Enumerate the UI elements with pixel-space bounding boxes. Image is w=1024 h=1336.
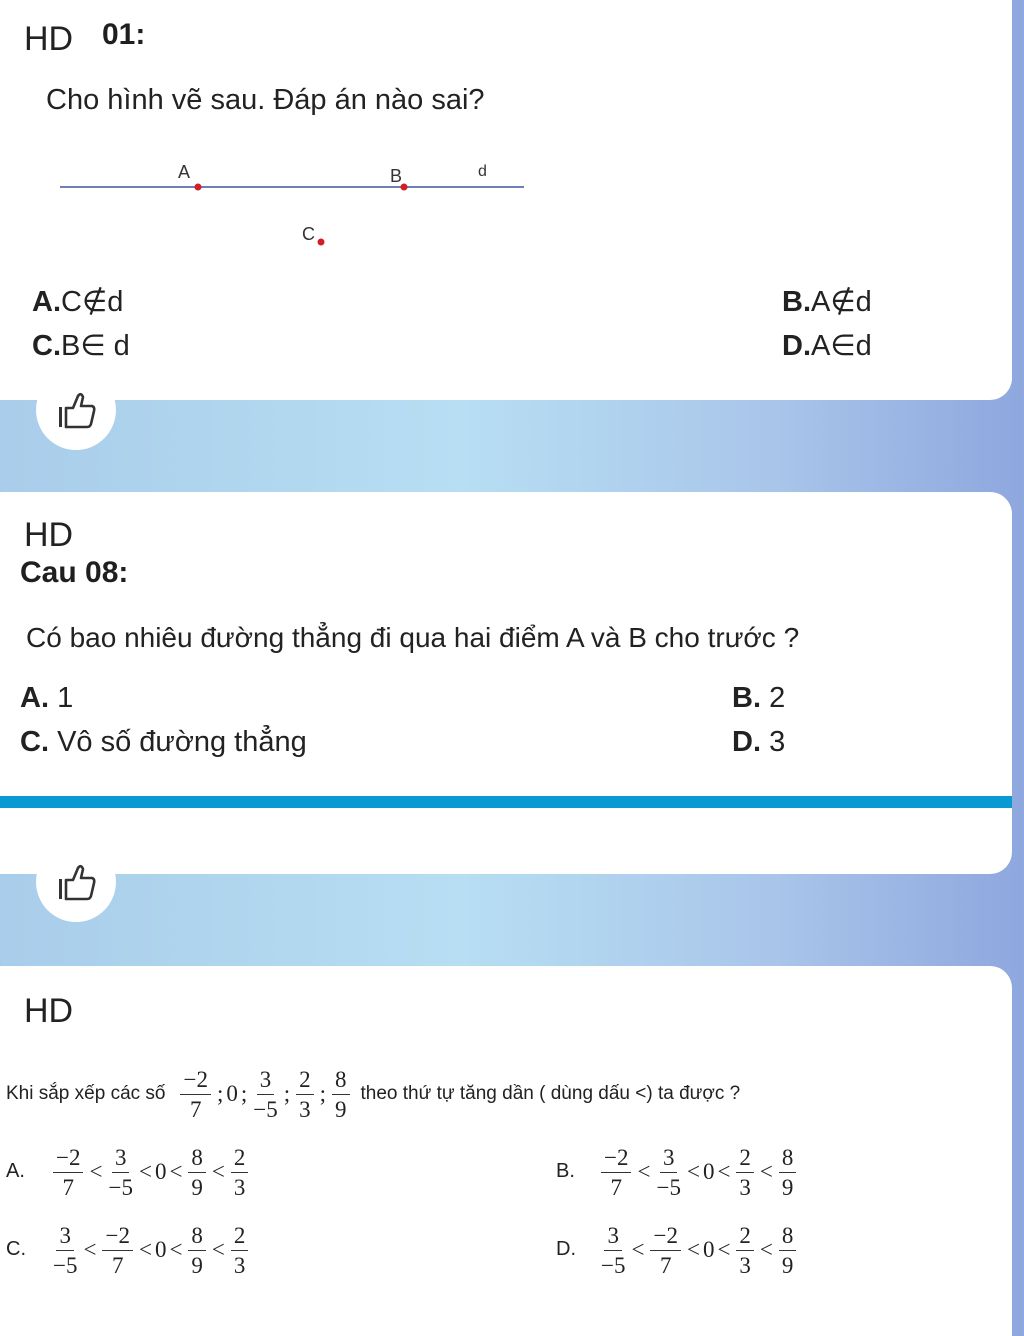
option-letter: C.: [20, 726, 49, 758]
hd-label: HD: [24, 992, 74, 1030]
section-divider: [0, 796, 1012, 808]
hd-label: HD: [24, 20, 74, 58]
option-letter: B.: [732, 682, 761, 714]
option-d[interactable]: [782, 328, 872, 363]
option-b[interactable]: [732, 682, 785, 715]
number: 0: [226, 1081, 238, 1106]
thumbs-up-icon: [53, 859, 99, 905]
fraction: $\frac{3}{-5}$: [253, 1066, 278, 1122]
option-text: 1: [57, 682, 74, 714]
question-text: Khi sắp xếp các số $\frac{-2}{7}$ ; 0 ; $\frac{3}{-5}$ ; $\frac{2}{3}$ ; $\frac{8}{9}$ theo thứ tự tăng dần ( dùng dấu <) ta được ?: [6, 1066, 741, 1122]
thumbs-up-icon: [53, 387, 99, 433]
option-text: Vô số đường thẳng: [57, 726, 307, 758]
option-text: 3: [769, 726, 786, 758]
option-letter: C.: [32, 330, 61, 362]
hd-label: HD: [24, 516, 74, 554]
option-c[interactable]: $\frac{3}{-5}$ < $\frac{-2}{7}$ < 0 < $\frac{8}{9}$ < $\frac{2}{3}$: [50, 1218, 251, 1282]
option-b[interactable]: $\frac{-2}{7}$ < $\frac{3}{-5}$ < 0 < $\frac{2}{3}$ < $\frac{8}{9}$: [598, 1140, 799, 1204]
option-text: B∈ d: [61, 330, 130, 362]
question-prefix: Khi sắp xếp các số: [6, 1083, 166, 1104]
fraction: $\frac{2}{3}$: [296, 1068, 314, 1121]
question-number: Cau 08:: [20, 556, 129, 589]
option-letter: D.: [732, 726, 761, 758]
line-d-label: d: [478, 163, 487, 180]
question-text: Cho hình vẽ sau. Đáp án nào sai?: [46, 84, 485, 116]
point-a-dot: [195, 184, 202, 191]
question-suffix: theo thứ tự tăng dần ( dùng dấu <) ta được ?: [360, 1083, 741, 1104]
option-a-letter: A.: [6, 1160, 25, 1182]
option-c-letter: C.: [6, 1238, 26, 1260]
option-b-letter: B.: [556, 1160, 575, 1182]
option-a[interactable]: $\frac{-2}{7}$ < $\frac{3}{-5}$ < 0 < $\frac{8}{9}$ < $\frac{2}{3}$: [50, 1140, 251, 1204]
point-c-label: C: [302, 224, 315, 244]
line-figure: [50, 150, 540, 260]
option-letter: A.: [20, 682, 49, 714]
option-letter: B.: [782, 286, 811, 318]
question-text: Có bao nhiêu đường thẳng đi qua hai điểm A và B cho trước ?: [26, 622, 800, 653]
option-text: A∉d: [811, 286, 872, 318]
option-letter: A.: [32, 286, 61, 318]
option-c[interactable]: [32, 328, 130, 363]
option-letter: D.: [782, 330, 811, 362]
point-c-dot: [318, 239, 325, 246]
point-a-label: A: [178, 162, 191, 182]
option-b[interactable]: [782, 284, 872, 319]
option-a[interactable]: [20, 682, 73, 715]
option-text: 2: [769, 682, 786, 714]
option-a[interactable]: [32, 284, 123, 319]
like-button[interactable]: [36, 842, 116, 922]
option-d[interactable]: [732, 726, 785, 759]
question-card-2: [0, 492, 1012, 874]
option-text: C∉d: [61, 286, 124, 318]
option-d[interactable]: $\frac{3}{-5}$ < $\frac{-2}{7}$ < 0 < $\frac{2}{3}$ < $\frac{8}{9}$: [598, 1218, 799, 1282]
point-b-label: B: [390, 166, 403, 186]
like-button[interactable]: [36, 370, 116, 450]
option-d-letter: D.: [556, 1238, 576, 1260]
option-text: A∈d: [811, 330, 872, 362]
fraction: $\frac{-2}{7}$: [180, 1068, 210, 1121]
question-number: 01:: [102, 18, 146, 51]
option-c[interactable]: [20, 726, 307, 759]
fraction: $\frac{8}{9}$: [332, 1068, 350, 1121]
